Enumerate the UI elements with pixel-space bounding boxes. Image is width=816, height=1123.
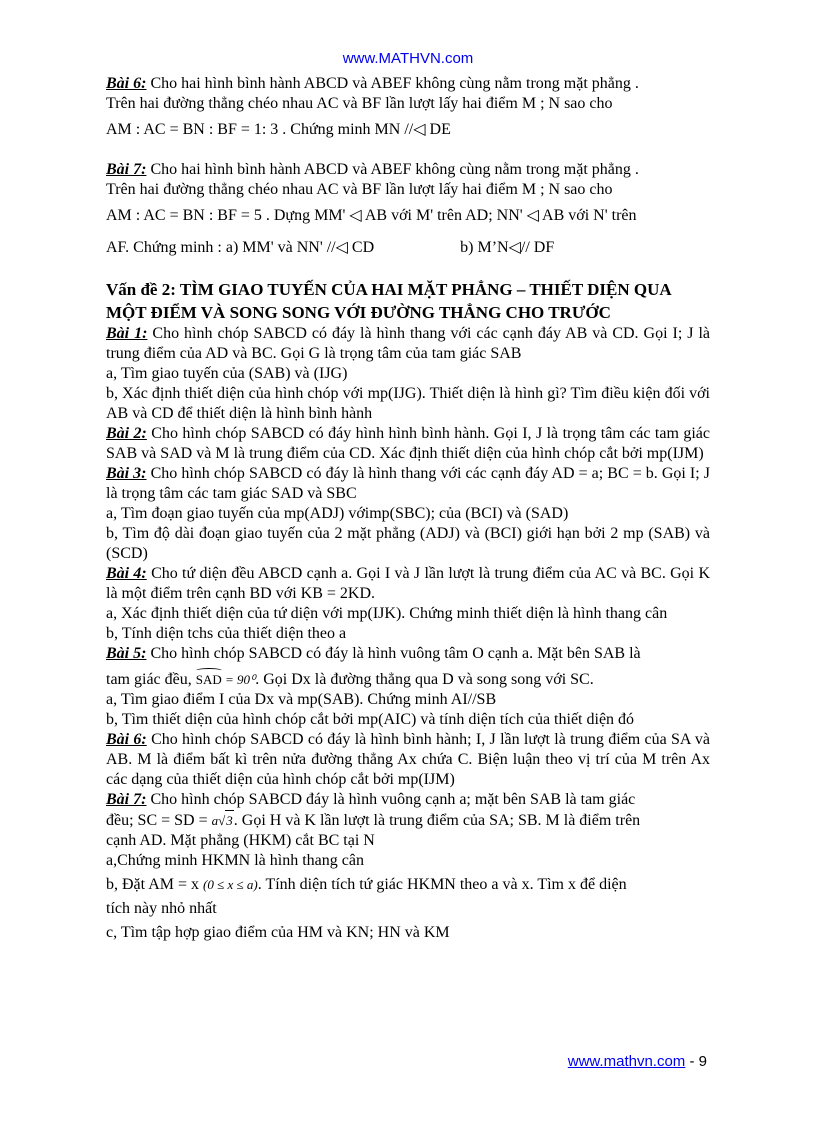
text: Cho hình chóp SABCD có đáy là hình thang với các cạnh đáy AD = a; BC = b. Gọi I; J là trọng tâm các tam giác SAD và SBC: [106, 465, 710, 502]
exercise-6: [106, 74, 710, 94]
text-line: [106, 668, 710, 690]
exercise-2: [106, 424, 710, 464]
text: đều; SC = SD =: [106, 812, 212, 829]
exercise-label: Bài 1:: [106, 325, 148, 342]
condition: (0 ≤ x ≤ a): [203, 877, 258, 892]
header-url[interactable]: www.MATHVN.com: [342, 50, 474, 67]
text: AF. Chứng minh : a) MM' và NN' //◁ CD: [106, 239, 375, 256]
text-line: AM : AC = BN : BF = 5 . Dựng MM' ◁ AB với M' trên AD; NN' ◁ AB với N' trên: [106, 207, 637, 224]
sub-question: b, Xác định thiết diện của hình chóp với mp(IJG). Thiết diện là hình gì? Tìm điều kiện đối với AB và CD để thiết diện là hình bình hành: [106, 385, 710, 422]
exercise-label: Bài 7:: [106, 161, 147, 178]
exercise-label: Bài 4:: [106, 565, 147, 582]
footer: [0, 1053, 707, 1070]
sub-question: b, Tìm độ dài đoạn giao tuyến của 2 mặt phẳng (ADJ) và (BCI) giới hạn bởi 2 mp (SAB) và (SCD): [106, 525, 710, 562]
text-line: Trên hai đường thẳng chéo nhau AC và BF lần lượt lấy hai điểm M ; N sao cho: [106, 181, 613, 198]
text-line: tích này nhỏ nhất: [106, 900, 217, 917]
page-number: - 9: [685, 1053, 707, 1070]
text: b, Đặt AM = x: [106, 876, 200, 893]
text: . Gọi Dx là đường thẳng qua D và song song với SC.: [255, 671, 594, 688]
text: Cho hình chóp SABCD có đáy là hình vuông tâm O cạnh a. Mặt bên SAB là: [146, 645, 641, 662]
exercise-label: Bài 5:: [106, 645, 147, 662]
text-line: [106, 238, 710, 258]
text: Cho hình chóp SABCD có đáy là hình bình hành; I, J lần lượt là trung điểm của SA và AB. M là điểm bất kì trên nửa đường thẳng Ax chứa C. Biện luận theo vị trí của M trên Ax các dạng của thiết diện của hình chóp cắt bởi mp(IJM): [106, 731, 710, 788]
exercise-label: Bài 6:: [106, 731, 147, 748]
text: Cho hình chóp SABCD có đáy là hình thang với các cạnh đáy AB và CD. Gọi I; J là trung điểm của AD và BC. Gọi G là trọng tâm của tam giác SAB: [106, 325, 710, 362]
text-line: Trên hai đường thẳng chéo nhau AC và BF lần lượt lấy hai điểm M ; N sao cho: [106, 95, 613, 112]
sub-question: c, Tìm tập hợp giao điểm của HM và KN; HN và KM: [106, 924, 450, 941]
exercise-label: Bài 7:: [106, 791, 147, 808]
text: Cho hai hình bình hành ABCD và ABEF không cùng nằm trong mặt phẳng .: [146, 75, 639, 92]
text: . Gọi H và K lần lượt là trung điểm của SA; SB. M là điểm trên: [233, 812, 641, 829]
sqrt-coef: a: [211, 813, 219, 828]
angle-value: = 90⁰: [221, 672, 256, 687]
exercise-7: [106, 160, 710, 180]
section-title: : TÌM GIAO TUYẾN CỦA HAI MẶT PHẲNG – THIẾT DIỆN QUA MỘT ĐIỂM VÀ SONG SONG VỚI ĐƯỜNG THẲNG CHO TRƯỚC: [106, 280, 671, 322]
exercise-4: [106, 564, 710, 604]
exercise-label: Bài 2:: [106, 425, 147, 442]
text: tam giác đều,: [106, 671, 192, 688]
footer-url[interactable]: www.mathvn.com: [567, 1053, 686, 1070]
sub-question: a, Tìm giao điểm I của Dx và mp(SAB). Chứng minh AI//SB: [106, 691, 497, 708]
exercise-5: [106, 644, 710, 664]
exercise-7b: [106, 790, 710, 810]
section-prefix: Vấn đề 2: [106, 280, 171, 299]
exercise-3: [106, 464, 710, 504]
sqrt-radicand: 3: [225, 810, 234, 831]
sub-question: a,Chứng minh HKMN là hình thang cân: [106, 852, 364, 869]
section-heading: [106, 278, 710, 324]
text: Cho hình chóp SABCD có đáy hình hình bình hành. Gọi I, J là trọng tâm các tam giác SAB và SAD và M là trung điểm của CD. Xác định thiết diện của hình chóp cắt bởi mp(IJM): [106, 425, 710, 462]
text-line: AM : AC = BN : BF = 1: 3 . Chứng minh MN //◁ DE: [106, 121, 451, 138]
sub-question: a, Xác định thiết diện của tứ diện với mp(IJK). Chứng minh thiết diện là hình thang cân: [106, 605, 668, 622]
text: Cho hình chóp SABCD đáy là hình vuông cạnh a; mặt bên SAB là tam giác: [146, 791, 636, 808]
exercise-label: Bài 3:: [106, 465, 147, 482]
text-line: cạnh AD. Mặt phẳng (HKM) cắt BC tại N: [106, 832, 375, 849]
sub-question: [106, 875, 710, 895]
exercise-label: Bài 6:: [106, 75, 147, 92]
text-line: [106, 810, 710, 831]
sqrt-sign: √: [218, 813, 226, 828]
exercise-1: [106, 324, 710, 364]
sub-question: a, Tìm đoạn giao tuyến của mp(ADJ) vớimp(SBC); của (BCI) và (SAD): [106, 505, 569, 522]
sub-question: b, Tìm thiết diện của hình chóp cắt bởi mp(AIC) và tính diện tích của thiết diện đó: [106, 711, 635, 728]
sub-question: b, Tính diện tchs của thiết diện theo a: [106, 625, 347, 642]
text: . Tính diện tích tứ giác HKMN theo a và x. Tìm x để diện: [257, 876, 627, 893]
page-content: [106, 74, 710, 943]
text: Cho hai hình bình hành ABCD và ABEF không cùng nằm trong mặt phẳng .: [146, 161, 639, 178]
exercise-6b: [106, 730, 710, 790]
text: b) M’N◁// DF: [460, 239, 555, 256]
sub-question: a, Tìm giao tuyến của (SAB) và (IJG): [106, 365, 348, 382]
angle-symbol: SAD: [196, 668, 222, 690]
text: Cho tứ diện đều ABCD cạnh a. Gọi I và J lần lượt là trung điểm của AC và BC. Gọi K là một điểm trên cạnh BD với KB = 2KD.: [106, 565, 710, 602]
